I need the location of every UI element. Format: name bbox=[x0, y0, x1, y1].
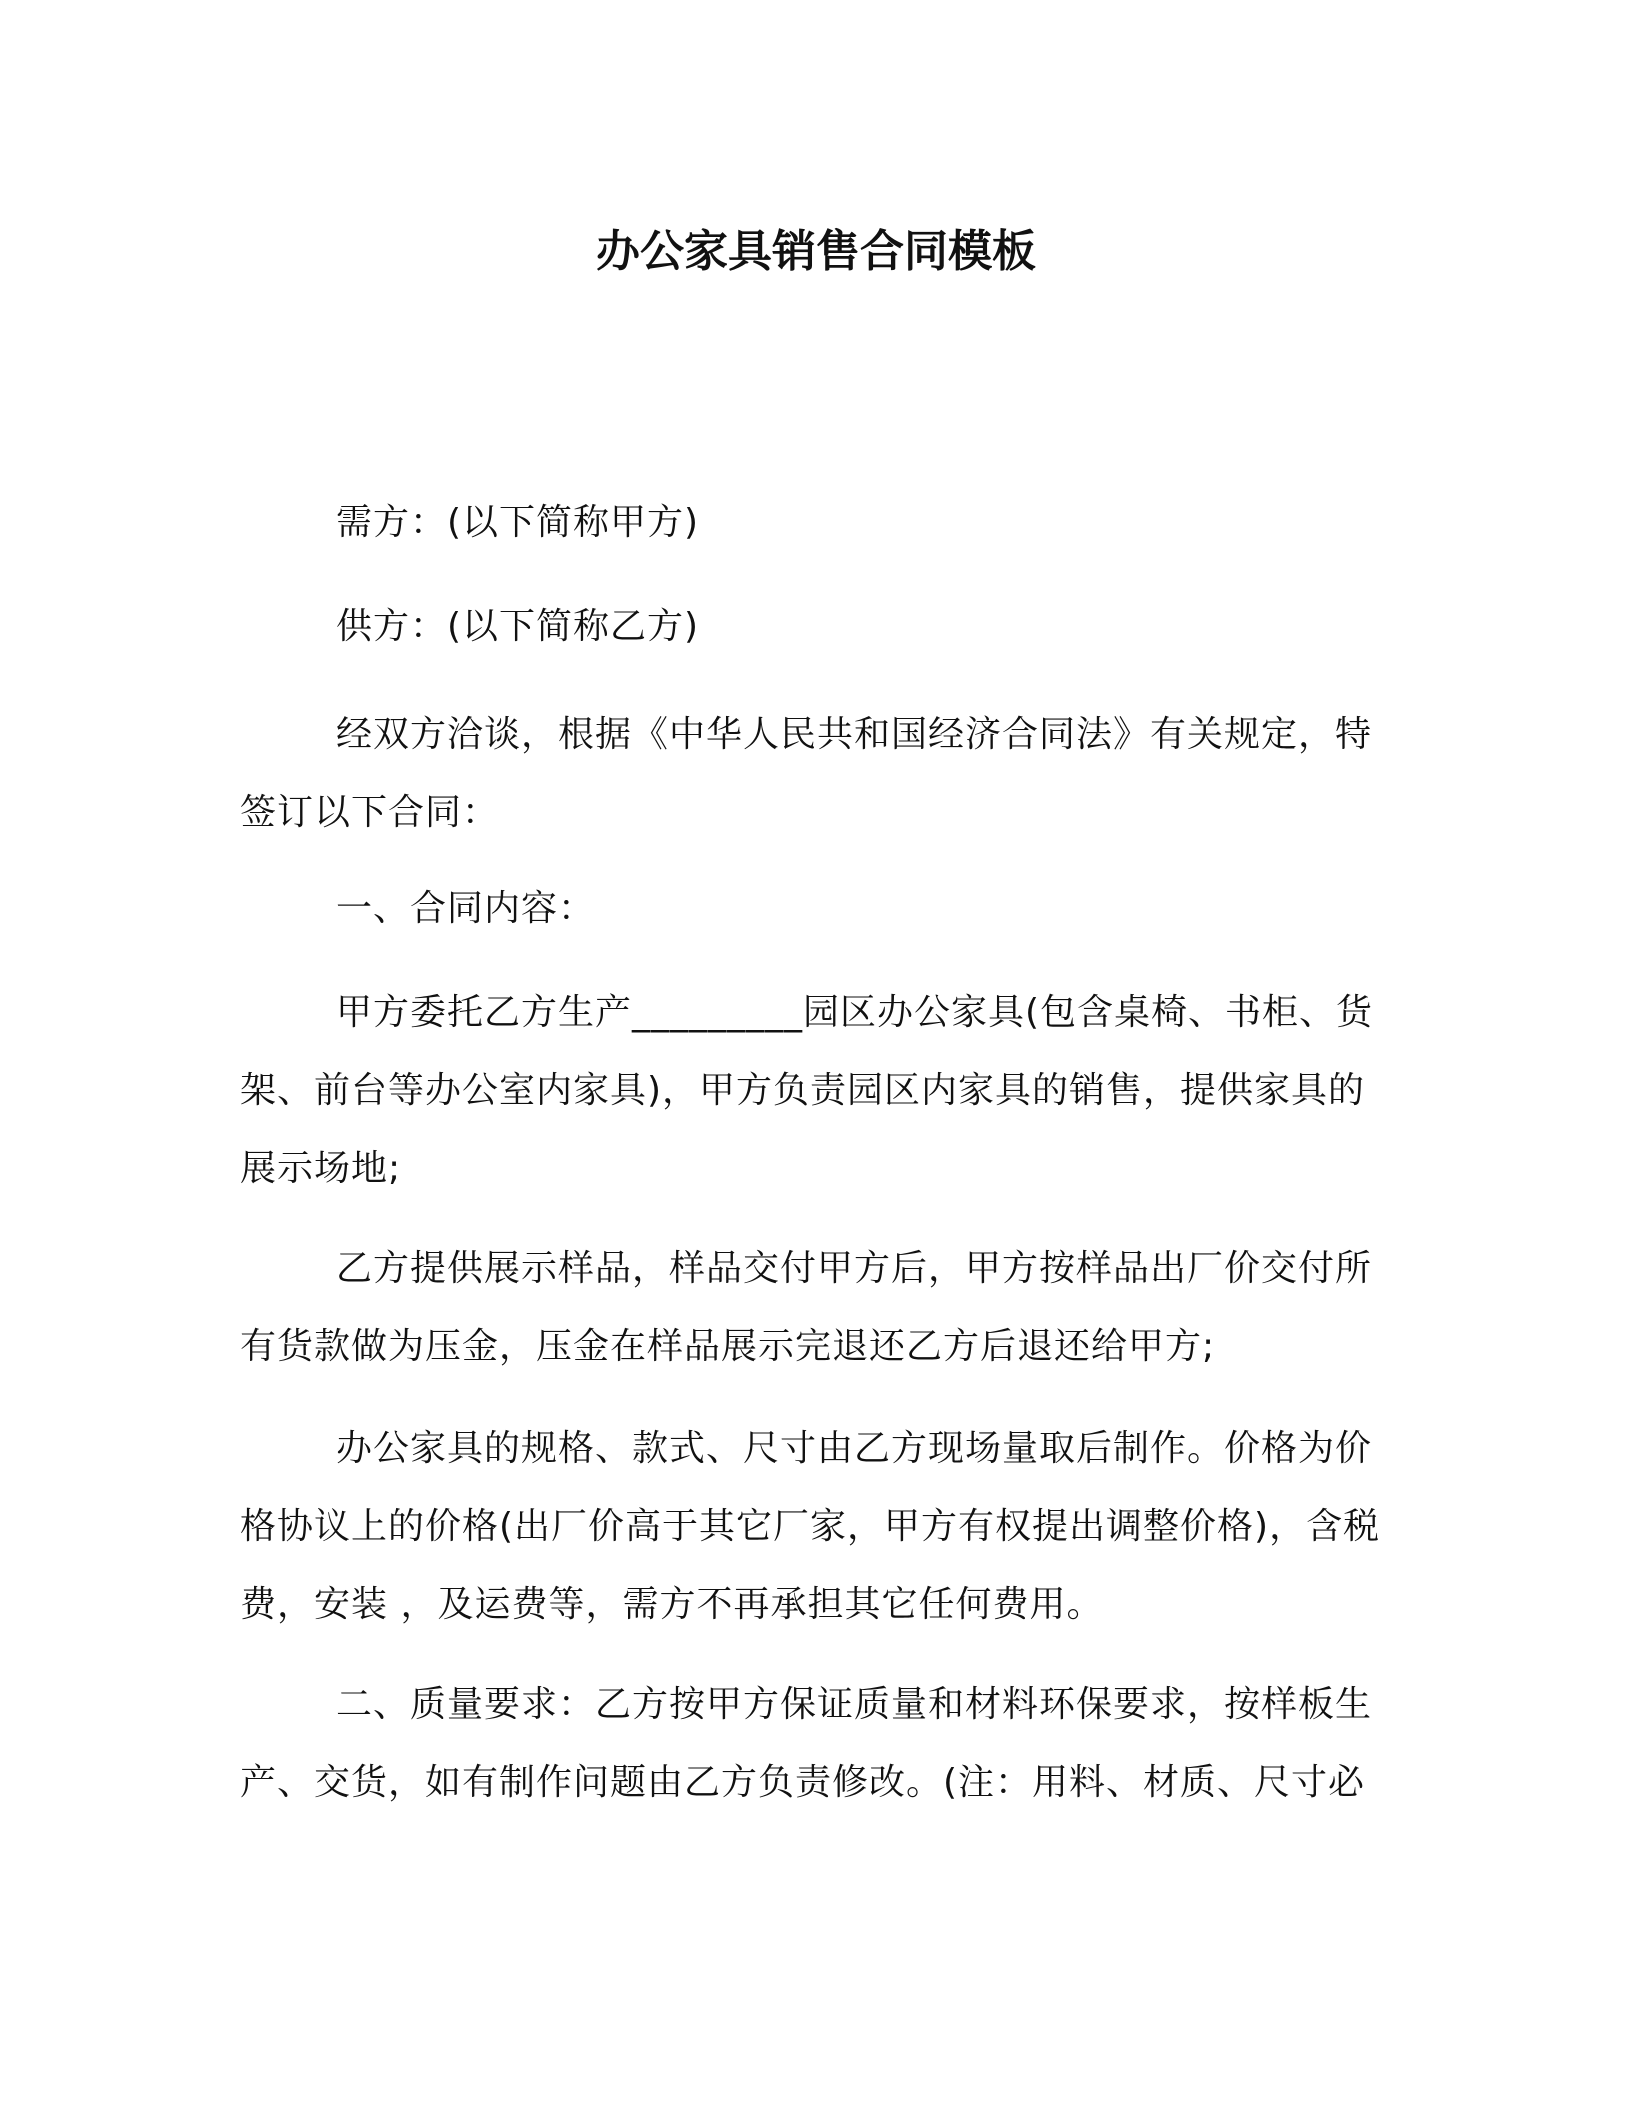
buyer-line: 需方：(以下简称甲方) bbox=[336, 502, 700, 543]
supplier-line: 供方：(以下简称乙方) bbox=[336, 606, 700, 647]
document-title: 办公家具销售合同模板 bbox=[596, 226, 1036, 277]
contract-content-paragraph-1: 甲方委托乙方生产_________园区办公家具(包含桌椅、书柜、货架、前台等办公室内家具)，甲方负责园区内家具的销售，提供家具的展示场地; bbox=[240, 992, 1374, 1189]
contract-content-paragraph-3: 办公家具的规格、款式、尺寸由乙方现场量取后制作。价格为价格协议上的价格(出厂价高于其它厂家，甲方有权提出调整价格)，含税费，安装 ，及运费等，需方不再承担其它任何费用。 bbox=[240, 1428, 1381, 1625]
contract-content-paragraph-2: 乙方提供展示样品，样品交付甲方后，甲方按样品出厂价交付所有货款做为压金，压金在样品展示完退还乙方后退还给甲方; bbox=[240, 1248, 1373, 1367]
quality-requirements-paragraph: 二、质量要求：乙方按甲方保证质量和材料环保要求，按样板生产、交货，如有制作问题由乙方负责修改。(注：用料、材质、尺寸必 bbox=[240, 1684, 1373, 1803]
section-heading-contract-content: 一、合同内容： bbox=[336, 888, 596, 929]
preamble-paragraph: 经双方洽谈，根据《中华人民共和国经济合同法》有关规定，特签订以下合同： bbox=[240, 714, 1373, 833]
